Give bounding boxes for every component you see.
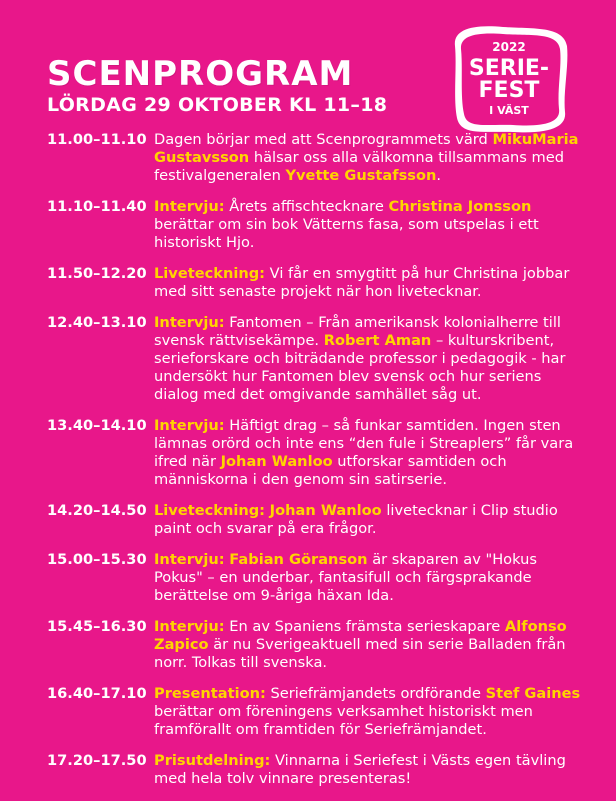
person-name: Johan Wanloo bbox=[220, 453, 333, 470]
schedule-description bbox=[154, 618, 584, 672]
schedule-item bbox=[47, 131, 587, 185]
person-name: Johan Wanloo bbox=[269, 502, 382, 519]
event-type-label: Intervju: bbox=[154, 618, 225, 635]
description-text: Fantomen – Från amerikansk kolonialherre till svensk rättvisekämpe. bbox=[154, 314, 561, 349]
schedule-item bbox=[47, 265, 587, 301]
event-type-label: Intervju: bbox=[154, 198, 225, 215]
description-text: . bbox=[436, 167, 442, 184]
description-text: är nu Sverigeaktuell med sin serie Balladen från norr. Tolkas till svenska. bbox=[154, 636, 566, 671]
schedule-time: 12.40–13.10 bbox=[47, 314, 147, 331]
seriefest-logo bbox=[451, 24, 569, 136]
schedule-item bbox=[47, 685, 587, 739]
logo-line2: FEST bbox=[478, 78, 540, 103]
person-name: Yvette Gustafsson bbox=[285, 167, 437, 184]
schedule-description bbox=[154, 417, 584, 489]
schedule-time: 16.40–17.10 bbox=[47, 685, 147, 702]
schedule-time: 17.20–17.50 bbox=[47, 752, 147, 769]
logo-year: 2022 bbox=[492, 40, 526, 54]
schedule-description bbox=[154, 752, 584, 788]
description-text: – kulturskribent, serieforskare och biträdande professor i pedagogik - har undersökt hur Fantomen blev svensk och hur seriens dialog med det omgivande samhället såg ut. bbox=[154, 332, 566, 403]
schedule-description bbox=[154, 551, 584, 605]
event-type-label: Liveteckning: bbox=[154, 502, 266, 519]
schedule-time: 15.00–15.30 bbox=[47, 551, 147, 568]
schedule-time: 14.20–14.50 bbox=[47, 502, 147, 519]
description-text: Häftigt drag – så funkar samtiden. Ingen sten lämnas orörd och inte ens “den fule i Streaplers” får vara ifred när bbox=[154, 417, 574, 470]
schedule-list bbox=[47, 131, 587, 801]
event-type-label: Intervju: bbox=[154, 551, 225, 568]
schedule-item bbox=[47, 752, 587, 788]
person-name: Stef Gaines bbox=[485, 685, 581, 702]
person-name: Alfonso Zapico bbox=[154, 618, 567, 653]
description-text: berättar om sin bok Vätterns fasa, som utspelas i ett historiskt Hjo. bbox=[154, 216, 539, 251]
event-type-label: Intervju: bbox=[154, 417, 225, 434]
description-text: hälsar oss alla välkomna tillsammans med festivalgeneralen bbox=[154, 149, 564, 184]
description-text: berättar om föreningens verksamhet historiskt men framförallt om framtiden för Seriefrämjandet. bbox=[154, 703, 533, 738]
schedule-time: 11.10–11.40 bbox=[47, 198, 147, 215]
schedule-description bbox=[154, 502, 584, 538]
description-text: Dagen börjar med att Scenprogrammets värd bbox=[154, 131, 493, 148]
event-type-label: Liveteckning: bbox=[154, 265, 266, 282]
schedule-time: 11.50–12.20 bbox=[47, 265, 147, 282]
schedule-description bbox=[154, 314, 584, 404]
description-text: är skaparen av "Hokus Pokus" – en underbar, fantasifull och färgsprakande berättelse om 9-åriga häxan Ida. bbox=[154, 551, 537, 604]
schedule-item bbox=[47, 417, 587, 489]
logo-line1: SERIE- bbox=[468, 56, 550, 81]
schedule-item bbox=[47, 314, 587, 404]
description-text: Vi får en smygtitt på hur Christina jobbar med sitt senaste projekt när hon livetecknar. bbox=[154, 265, 570, 300]
header bbox=[47, 54, 387, 116]
person-name: Robert Aman bbox=[323, 332, 432, 349]
schedule-description bbox=[154, 685, 584, 739]
schedule-description bbox=[154, 198, 584, 252]
description-text: Vinnarna i Seriefest i Västs egen tävling med hela tolv vinnare presenteras! bbox=[154, 752, 566, 787]
event-type-label: Intervju: bbox=[154, 314, 225, 331]
description-text: En av Spaniens främsta serieskapare bbox=[224, 618, 505, 635]
schedule-item bbox=[47, 198, 587, 252]
page-title: SCENPROGRAM bbox=[47, 54, 354, 94]
person-name: Christina Jonsson bbox=[388, 198, 532, 215]
description-text: livetecknar i Clip studio paint och svarar på era frågor. bbox=[154, 502, 558, 537]
event-type-label: Presentation: bbox=[154, 685, 266, 702]
schedule-description bbox=[154, 265, 584, 301]
event-type-label: Prisutdelning: bbox=[154, 752, 271, 769]
page-subtitle: LÖRDAG 29 OKTOBER KL 11–18 bbox=[47, 94, 388, 116]
description-text: utforskar samtiden och människorna i den genom sin satirserie. bbox=[154, 453, 507, 488]
schedule-item bbox=[47, 551, 587, 605]
schedule-item bbox=[47, 618, 587, 672]
schedule-time: 11.00–11.10 bbox=[47, 131, 147, 148]
schedule-item bbox=[47, 502, 587, 538]
person-name: Fabian Göranson bbox=[229, 551, 368, 568]
schedule-description bbox=[154, 131, 584, 185]
logo-line3: I VÄST bbox=[489, 104, 529, 117]
description-text: Årets affischtecknare bbox=[224, 198, 389, 215]
description-text: Seriefrämjandets ordförande bbox=[265, 685, 486, 702]
schedule-time: 15.45–16.30 bbox=[47, 618, 147, 635]
schedule-time: 13.40–14.10 bbox=[47, 417, 147, 434]
person-name: MikuMaria Gustavsson bbox=[154, 131, 579, 166]
